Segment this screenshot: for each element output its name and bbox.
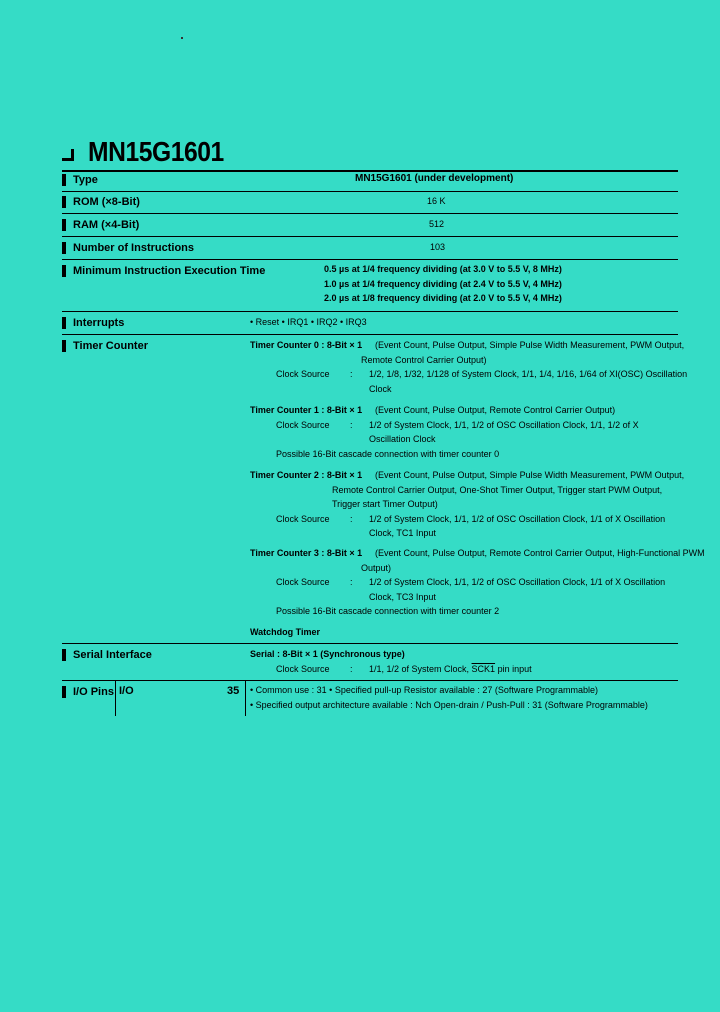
- interrupts-label: Interrupts: [62, 317, 124, 329]
- tc2-head: Timer Counter 2 : 8-Bit × 1: [250, 470, 363, 480]
- tc3-cascade: Possible 16-Bit cascade connection with timer counter 2: [276, 606, 500, 616]
- tc2-desc-3: Trigger start Timer Output): [332, 499, 438, 509]
- rule-instructions: [62, 259, 678, 260]
- tc1-clock-2: Oscillation Clock: [369, 434, 436, 444]
- min-exec-label: Minimum Instruction Execution Time: [62, 265, 265, 277]
- rule-timer: [62, 643, 678, 644]
- tc1-cascade: Possible 16-Bit cascade connection with timer counter 0: [276, 448, 500, 459]
- tc1-clock-label: Clock Source: [276, 419, 330, 430]
- rule-min-exec: [62, 311, 678, 312]
- type-value: MN15G1601 (under development): [355, 173, 514, 184]
- ram-label: RAM (×4-Bit): [62, 219, 139, 231]
- tc3-clock-2: Clock, TC3 Input: [369, 591, 436, 602]
- tc3-clock-1: 1/2 of System Clock, 1/1, 1/2 of OSC Oscillation Clock, 1/1 of X Oscillation: [369, 577, 666, 587]
- io-label: I/O Pins: [62, 686, 114, 698]
- interrupts-value: • Reset • IRQ1 • IRQ2 • IRQ3: [250, 317, 367, 327]
- rule-interrupts: [62, 334, 678, 335]
- tc3-desc-2: Output): [361, 562, 392, 573]
- serial-label: Serial Interface: [62, 649, 152, 661]
- rule-rom: [62, 213, 678, 214]
- tc0-desc-1: (Event Count, Pulse Output, Simple Pulse Width Measurement, PWM Output,: [375, 340, 685, 350]
- timer-label: Timer Counter: [62, 340, 148, 352]
- tc2-clock-colon: :: [350, 513, 353, 524]
- rule-type: [62, 191, 678, 192]
- instructions-value: 103: [430, 242, 446, 252]
- tc0-head: Timer Counter 0 : 8-Bit × 1: [250, 340, 363, 350]
- tc2-desc-1: (Event Count, Pulse Output, Simple Pulse Width Measurement, PWM Output,: [375, 470, 685, 480]
- rom-value: 16 K: [427, 196, 446, 206]
- rom-label: ROM (×8-Bit): [62, 196, 140, 208]
- instructions-label: Number of Instructions: [62, 242, 194, 254]
- tc3-clock-label: Clock Source: [276, 577, 330, 587]
- serial-head: Serial : 8-Bit × 1 (Synchronous type): [250, 649, 405, 659]
- io-divider-1: [115, 681, 116, 716]
- tc3-head: Timer Counter 3 : 8-Bit × 1: [250, 548, 363, 558]
- serial-clock-colon: :: [350, 663, 353, 674]
- io-divider-2: [245, 681, 246, 716]
- min-exec-line-3: 2.0 µs at 1/8 frequency dividing (at 2.0 V to 5.5 V, 4 MHz): [324, 293, 562, 303]
- rule-serial: [62, 680, 678, 681]
- serial-clock-tail: pin input: [495, 663, 532, 674]
- watchdog-timer: Watchdog Timer: [250, 627, 321, 637]
- tc2-clock-1: 1/2 of System Clock, 1/1, 1/2 of OSC Oscillation Clock, 1/1 of X Oscillation: [369, 513, 666, 524]
- page-title: MN15G1601: [88, 136, 224, 167]
- tc0-clock-1: 1/2, 1/8, 1/32, 1/128 of System Clock, 1/1, 1/4, 1/16, 1/64 of XI(OSC) Oscillation: [369, 369, 688, 379]
- title-row: [62, 136, 242, 168]
- tc1-clock-colon: :: [350, 419, 353, 430]
- tc0-clock-2: Clock: [369, 383, 392, 394]
- tc3-clock-colon: :: [350, 577, 353, 587]
- tc1-clock-1: 1/2 of System Clock, 1/1, 1/2 of OSC Oscillation Clock, 1/1, 1/2 of X: [369, 419, 639, 430]
- io-count: 35: [227, 685, 240, 697]
- type-label: Type: [62, 174, 98, 186]
- tc1-desc: (Event Count, Pulse Output, Remote Control Carrier Output): [375, 405, 616, 415]
- rule-ram: [62, 236, 678, 237]
- tc1-head: Timer Counter 1 : 8-Bit × 1: [250, 405, 363, 415]
- tc2-clock-2: Clock, TC1 Input: [369, 528, 436, 538]
- tc0-clock-label: Clock Source: [276, 369, 330, 379]
- tc0-desc-2: Remote Control Carrier Output): [361, 354, 487, 365]
- io-sub-label: I/O: [119, 685, 134, 697]
- io-line-1: • Common use : 31 • Specified pull-up Resistor available : 27 (Software Programmable): [250, 685, 598, 695]
- speck: [181, 37, 183, 39]
- io-line-2: • Specified output architecture available : Nch Open-drain / Push-Pull : 31 (Software Programmable): [250, 699, 648, 710]
- tc2-clock-label: Clock Source: [276, 513, 330, 524]
- min-exec-line-2: 1.0 µs at 1/4 frequency dividing (at 2.4 V to 5.5 V, 4 MHz): [324, 278, 562, 289]
- tc0-clock-colon: :: [350, 369, 353, 379]
- ram-value: 512: [429, 219, 445, 229]
- title-box-icon: [62, 149, 74, 161]
- tc3-desc-1: (Event Count, Pulse Output, Remote Control Carrier Output, High-Functional PWM: [375, 548, 705, 558]
- tc2-desc-2: Remote Control Carrier Output, One-Shot Timer Output, Trigger start PWM Output,: [332, 484, 663, 495]
- serial-clock-text: 1/1, 1/2 of System Clock,: [369, 663, 472, 674]
- serial-sck-pin: SCK1: [471, 663, 496, 674]
- serial-clock-label: Clock Source: [276, 663, 330, 674]
- min-exec-line-1: 0.5 µs at 1/4 frequency dividing (at 3.0 V to 5.5 V, 8 MHz): [324, 264, 562, 274]
- serial-clock-value: [369, 662, 532, 677]
